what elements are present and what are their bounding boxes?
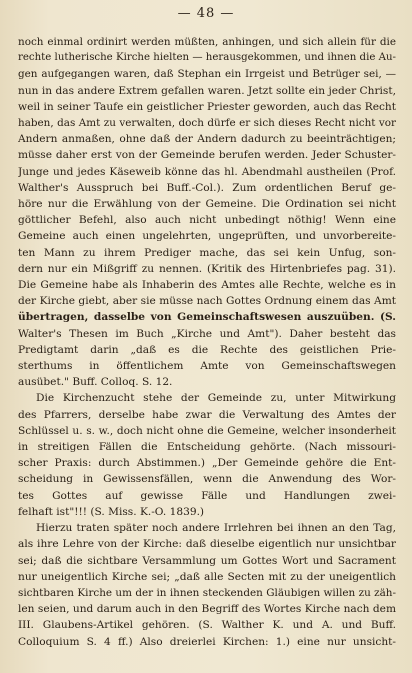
text-line: scher Praxis: durch Abstimmen.) „Der Gemeinde gehöre die Ent- bbox=[18, 457, 396, 470]
text-line: III. Glaubens-Artikel gehören. (S. Walther K. und A. und Buff. bbox=[18, 619, 396, 632]
page-number: — 48 — bbox=[177, 6, 235, 21]
text-line: tes Gottes auf gewisse Fälle und Handlungen zwei- bbox=[18, 489, 396, 502]
text-line: der Kirche giebt, aber sie müsse nach Gottes Ordnung einem das Amt bbox=[18, 295, 396, 308]
text-line: Die Kirchenzucht stehe der Gemeinde zu, unter Mitwirkung bbox=[36, 392, 396, 405]
text-line: len seien, und darum auch in den Begriff des Wortes Kirche nach dem bbox=[18, 603, 396, 616]
text-line: Gemeine auch einen ungelehrten, ungeprüften, und unvorbereite- bbox=[18, 230, 396, 243]
text-line: ausübet." Buff. Colloq. S. 12. bbox=[18, 376, 173, 389]
text-line: sichtbaren Kirche um der in ihnen steckenden Gläubigen willen zu zäh- bbox=[18, 586, 396, 599]
text-line: scheidung in Gewissensfällen, wenn die Anwendung des Wor- bbox=[18, 473, 396, 486]
text-line: als ihre Lehre von der Kirche: daß dieselbe eigentlich nur unsichtbar bbox=[18, 538, 396, 551]
text-line: nur uneigentlich Kirche sei; „daß alle Secten mit zu der uneigentlich bbox=[18, 570, 396, 583]
text-line: Die Gemeine habe als Inhaberin des Amtes alle Rechte, welche es in bbox=[18, 279, 396, 292]
text-line: übertragen, dasselbe von Gemeinschaftswesen auszuüben. (S. bbox=[18, 311, 396, 324]
text-line: höre nur die Erwählung von der Gemeine. Die Ordination sei nicht bbox=[18, 198, 396, 211]
text-line: Colloquium S. 4 ff.) Also dreierlei Kirchen: 1.) eine nur unsicht- bbox=[18, 635, 396, 648]
text-line: sei; daß die sichtbare Versammlung um Gottes Wort und Sacrament bbox=[18, 554, 396, 567]
text-line: Schlüssel u. s. w., doch nicht ohne die Gemeine, welcher insonderheit bbox=[18, 424, 396, 437]
text-line: Predigtamt darin „daß es die Rechte des geistlichen Prie- bbox=[18, 343, 396, 356]
body-text bbox=[18, 34, 396, 650]
text-line: nun in das andere Extrem gefallen waren. Jetzt sollte ein jeder Christ, bbox=[18, 84, 396, 97]
text-line: ten Mann zu ihrem Prediger mache, das sei kein Unfug, son- bbox=[18, 246, 396, 259]
text-line: Hierzu traten später noch andere Irrlehren bei ihnen an den Tag, bbox=[36, 522, 396, 535]
text-line: rechte lutherische Kirche hielten — herausgekommen, und ihnen die Au- bbox=[18, 52, 396, 64]
text-line: Junge und jedes Käseweib könne das hl. Abendmahl austheilen (Prof. bbox=[18, 165, 396, 178]
text-line: des Pfarrers, derselbe habe zwar die Verwaltung des Amtes der bbox=[18, 408, 396, 421]
text-line: müsse daher erst von der Gemeinde berufen werden. Jeder Schuster- bbox=[18, 149, 396, 162]
text-line: Walter's Thesen im Buch „Kirche und Amt"). Daher besteht das bbox=[18, 327, 396, 340]
text-line: in streitigen Fällen die Entscheidung gehörte. (Nach missouri- bbox=[18, 441, 396, 454]
text-line: gen aufgegangen waren, daß Stephan ein Irrgeist und Betrüger sei, — bbox=[18, 68, 396, 81]
text-line: sterthums in öffentlichem Amte von Gemeinschaftswegen bbox=[18, 360, 396, 373]
text-line: noch einmal ordinirt werden müßten, anhingen, und sich allein für die bbox=[18, 36, 396, 48]
text-line: Andern anmaßen, ohne daß der Andern dadurch zu beeinträchtigen; bbox=[18, 133, 396, 146]
text-line: göttlicher Befehl, also auch nicht unbedingt nöthig! Wenn eine bbox=[18, 214, 396, 227]
text-line: haben, das Amt zu verwalten, doch dürfe er sich dieses Recht nicht vor bbox=[18, 117, 396, 130]
text-line: Walther's Ausspruch bei Buff.-Col.). Zum ordentlichen Beruf ge- bbox=[18, 181, 396, 194]
text-line: weil in seiner Taufe ein geistlicher Priester geworden, auch das Recht bbox=[18, 100, 396, 113]
text-line: dern nur ein Mißgriff zu nennen. (Kritik des Hirtenbriefes pag. 31). bbox=[18, 262, 396, 275]
text-line: felhaft ist"!!! (S. Miss. K.-O. 1839.) bbox=[18, 505, 205, 518]
